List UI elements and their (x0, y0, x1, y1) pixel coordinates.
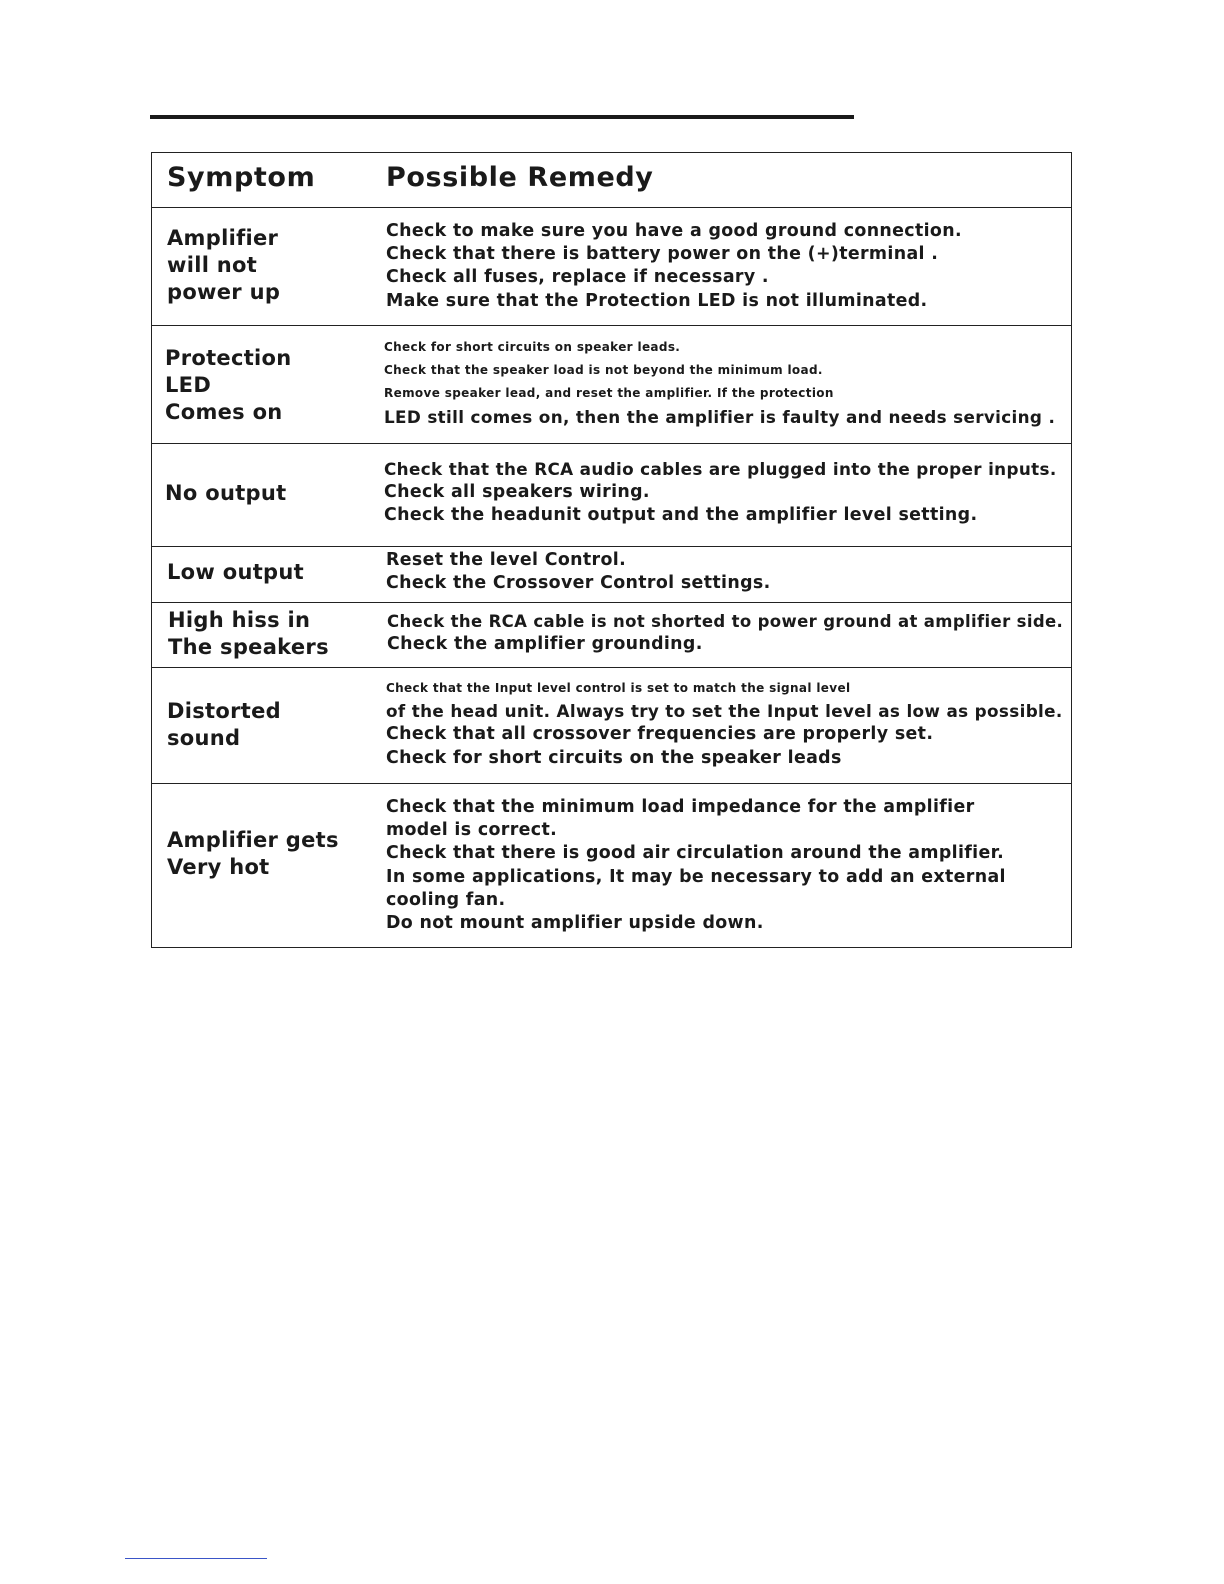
remedy-cell (384, 336, 1055, 429)
symptom-cell: Low output (167, 560, 304, 584)
remedy-line: Check to make sure you have a good ground connection. (386, 221, 962, 241)
remedy-line: Make sure that the Protection LED is not illuminated. (386, 290, 928, 311)
symptom-cell: Amplifier gets Very hot (167, 828, 339, 879)
remedy-cell (386, 220, 962, 313)
table-row (152, 443, 1071, 546)
remedy-line: Check that there is good air circulation around the amplifier. (386, 843, 1005, 864)
remedy-cell (384, 458, 1057, 528)
remedy-line: Check all fuses, replace if necessary . (386, 267, 769, 288)
remedy-cell (386, 677, 1063, 770)
remedy-line: Check for short circuits on the speaker leads (386, 747, 842, 768)
remedy-line: Check that the RCA audio cables are plugged into the proper inputs. (384, 459, 1057, 479)
symptom-cell: Distorted sound (167, 699, 281, 750)
symptom-cell: Protection LED Comes on (165, 346, 292, 424)
remedy-line: Reset the level Control. (386, 550, 627, 570)
table-header-row (152, 153, 1071, 207)
table-row (152, 602, 1071, 667)
remedy-line: Check the RCA cable is not shorted to power ground at amplifier side. (387, 612, 1064, 631)
remedy-line: Check the headunit output and the amplifier level setting. (384, 505, 978, 526)
symptom-column-header: Symptom (167, 162, 316, 193)
table-row (152, 667, 1071, 783)
remedy-line: Check that there is battery power on the (+)terminal . (386, 244, 939, 265)
symptom-cell: High hiss in The speakers (168, 608, 329, 659)
remedy-line: In some applications, It may be necessary to add an external (386, 866, 1006, 887)
troubleshooting-table (151, 152, 1072, 948)
remedy-line: Remove speaker lead, and reset the amplifier. If the protection (384, 386, 834, 401)
remedy-line: cooling fan. (386, 889, 506, 910)
remedy-line: Check that the minimum load impedance for the amplifier (386, 797, 975, 817)
remedy-line: Check all speakers wiring. (384, 482, 650, 503)
table-row (152, 783, 1071, 947)
symptom-cell: No output (165, 481, 287, 505)
table-row (152, 546, 1071, 602)
top-rule (150, 115, 854, 119)
remedy-cell (387, 610, 1063, 656)
symptom-cell: Amplifier will not power up (167, 226, 281, 304)
remedy-cell (386, 549, 771, 595)
remedy-line: Check the Crossover Control settings. (386, 573, 771, 594)
remedy-line: Check that the speaker load is not beyond the minimum load. (384, 363, 823, 378)
remedy-line: Check that all crossover frequencies are properly set. (386, 724, 934, 745)
remedy-line: Check for short circuits on speaker leads. (384, 340, 681, 354)
table-row (152, 207, 1071, 325)
remedy-line: LED still comes on, then the amplifier is faulty and needs servicing . (384, 406, 1056, 427)
remedy-line: Do not mount amplifier upside down. (386, 913, 764, 934)
remedy-line: of the head unit. Always try to set the Input level as low as possible. (386, 701, 1063, 722)
remedy-line: Check the amplifier grounding. (387, 634, 703, 655)
table-row (152, 325, 1071, 443)
footer-link-underline (125, 1558, 267, 1559)
remedy-line: Check that the Input level control is set to match the signal level (386, 681, 851, 695)
remedy-line: model is correct. (386, 820, 558, 841)
remedy-column-header: Possible Remedy (386, 162, 654, 193)
remedy-cell (386, 796, 1006, 935)
